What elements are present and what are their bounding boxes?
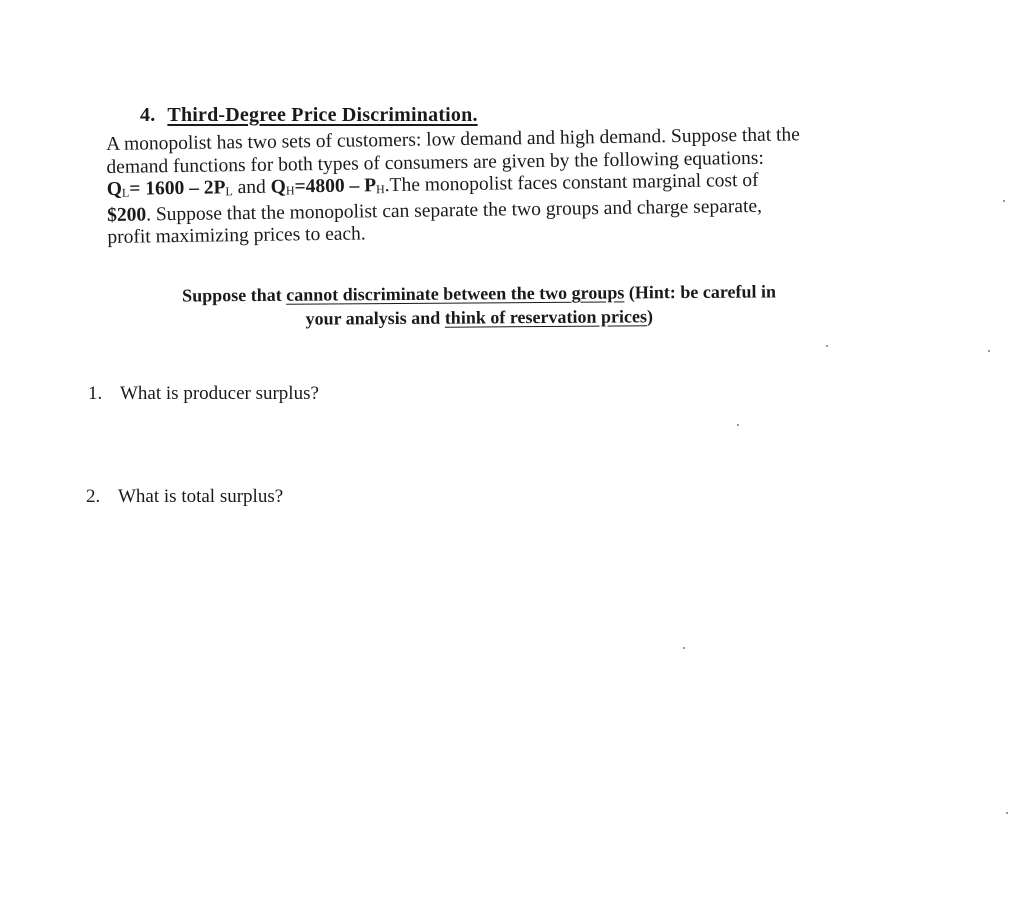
instruction-lead: Suppose that — [182, 284, 287, 306]
question-1-number: 1. — [88, 383, 103, 404]
problem-number: 4. — [140, 104, 156, 126]
eq1-q: Q — [106, 178, 123, 200]
eq2-q-sub: H — [285, 183, 295, 198]
eq2-p-sub: H — [375, 182, 385, 197]
eq1-p-sub: L — [225, 184, 233, 199]
eq-and: and — [232, 176, 271, 199]
intro-line-2: demand functions for both types of consumers are given by the following equations: — [106, 147, 764, 178]
marginal-cost-value: $200 — [106, 203, 147, 226]
instruction-line-1 — [114, 279, 844, 308]
intro-line-4-tail: . Suppose that the monopolist can separate the two groups and charge separate, — [145, 195, 763, 225]
scan-speck — [826, 345, 828, 347]
hint-close: ) — [646, 306, 653, 327]
instruction-block — [114, 279, 844, 332]
instruction-underlined-2: think of reservation prices — [444, 306, 647, 328]
question-2-text: What is total surplus? — [118, 486, 284, 507]
instruction-line-2 — [114, 303, 844, 332]
eq1-rhs: = 1600 – 2P — [129, 177, 226, 200]
question-1-text: What is producer surplus? — [120, 383, 319, 404]
scan-speck — [1006, 812, 1008, 814]
eq2-rhs: =4800 – P — [294, 175, 377, 198]
scan-speck — [737, 424, 739, 426]
problem-title: Third-Degree Price Discrimination. — [167, 104, 478, 126]
instruction-line-2-a: your analysis and — [305, 307, 445, 329]
scan-speck — [683, 647, 685, 649]
hint-label: Hint: be careful in — [634, 281, 777, 303]
question-2-number: 2. — [86, 486, 101, 507]
problem-heading — [140, 104, 478, 127]
intro-line-5: profit maximizing prices to each. — [107, 223, 366, 248]
intro-line-1: A monopolist has two sets of customers: low demand and high demand. Suppose that the — [106, 124, 801, 155]
question-1 — [88, 383, 319, 405]
scan-speck — [1003, 200, 1005, 202]
hint-open: ( — [624, 282, 635, 303]
intro-line-3-tail: .The monopolist faces constant marginal cost of — [384, 169, 759, 197]
scan-speck — [988, 350, 990, 352]
question-2 — [86, 486, 283, 508]
eq2-q: Q — [270, 176, 286, 198]
problem-description — [106, 123, 908, 250]
eq1-q-sub: L — [121, 185, 130, 200]
instruction-underlined-1: cannot discriminate between the two groups — [286, 282, 625, 305]
